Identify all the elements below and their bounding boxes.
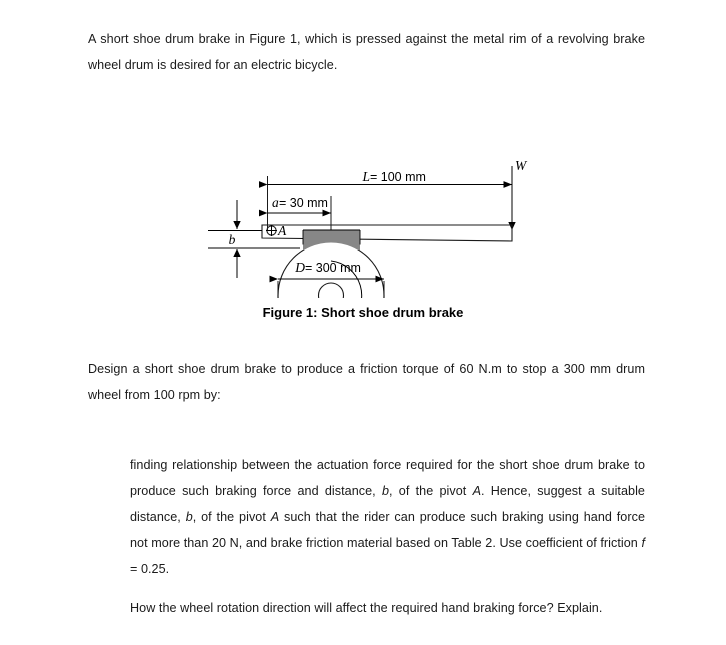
figure-caption: Figure 1: Short shoe drum brake bbox=[262, 305, 464, 320]
dimension-a-value: = 30 mm bbox=[279, 196, 328, 210]
task-text-part4: , of the pivot bbox=[192, 510, 271, 524]
drum-hub-circle bbox=[319, 283, 344, 298]
task-text-part2: , of the pivot bbox=[389, 484, 473, 498]
dimension-D-symbol: D bbox=[295, 260, 305, 275]
task-text-part3: . Hence, suggest a suitable distance, bbox=[130, 484, 645, 524]
dimension-D-value: = 300 mm bbox=[305, 261, 361, 275]
dimension-L-symbol: L bbox=[362, 169, 370, 184]
dimension-b-symbol: b bbox=[228, 232, 236, 247]
dimension-L-value: = 100 mm bbox=[370, 170, 426, 184]
figure-1-diagram bbox=[0, 78, 726, 298]
dimension-a-symbol: a bbox=[272, 195, 279, 210]
force-label-W: W bbox=[515, 158, 527, 173]
intro-paragraph: A short shoe drum brake in Figure 1, which is pressed against the metal rim of a revolving brake wheel drum is desired for an electric bicycle. bbox=[88, 32, 645, 72]
task-text-part1: finding relationship between the actuation force required for the short shoe drum brake to produce such braking force and distance, bbox=[130, 458, 645, 498]
design-paragraph: Design a short shoe drum brake to produce a friction torque of 60 N.m to stop a 300 mm drum wheel from 100 rpm by: bbox=[88, 362, 645, 402]
short-shoe-drum-brake-svg bbox=[0, 78, 726, 298]
brake-lever-arm bbox=[262, 225, 512, 241]
variable-a-1: A bbox=[472, 484, 482, 498]
task-paragraph bbox=[130, 452, 645, 582]
question-paragraph: How the wheel rotation direction will affect the required hand braking force? Explain. bbox=[130, 601, 603, 615]
pivot-label-A: A bbox=[278, 223, 287, 238]
variable-b-2: b bbox=[185, 510, 193, 524]
variable-f: f bbox=[641, 536, 645, 550]
task-text-part6: = 0.25. bbox=[130, 562, 170, 576]
task-text-part5: such that the rider can produce such braking using hand force not more than 20 N, and brake friction material based on Table 2. Use coefficient of friction bbox=[130, 510, 645, 550]
variable-a-2: A bbox=[270, 510, 280, 524]
variable-b-1: b bbox=[381, 484, 389, 498]
